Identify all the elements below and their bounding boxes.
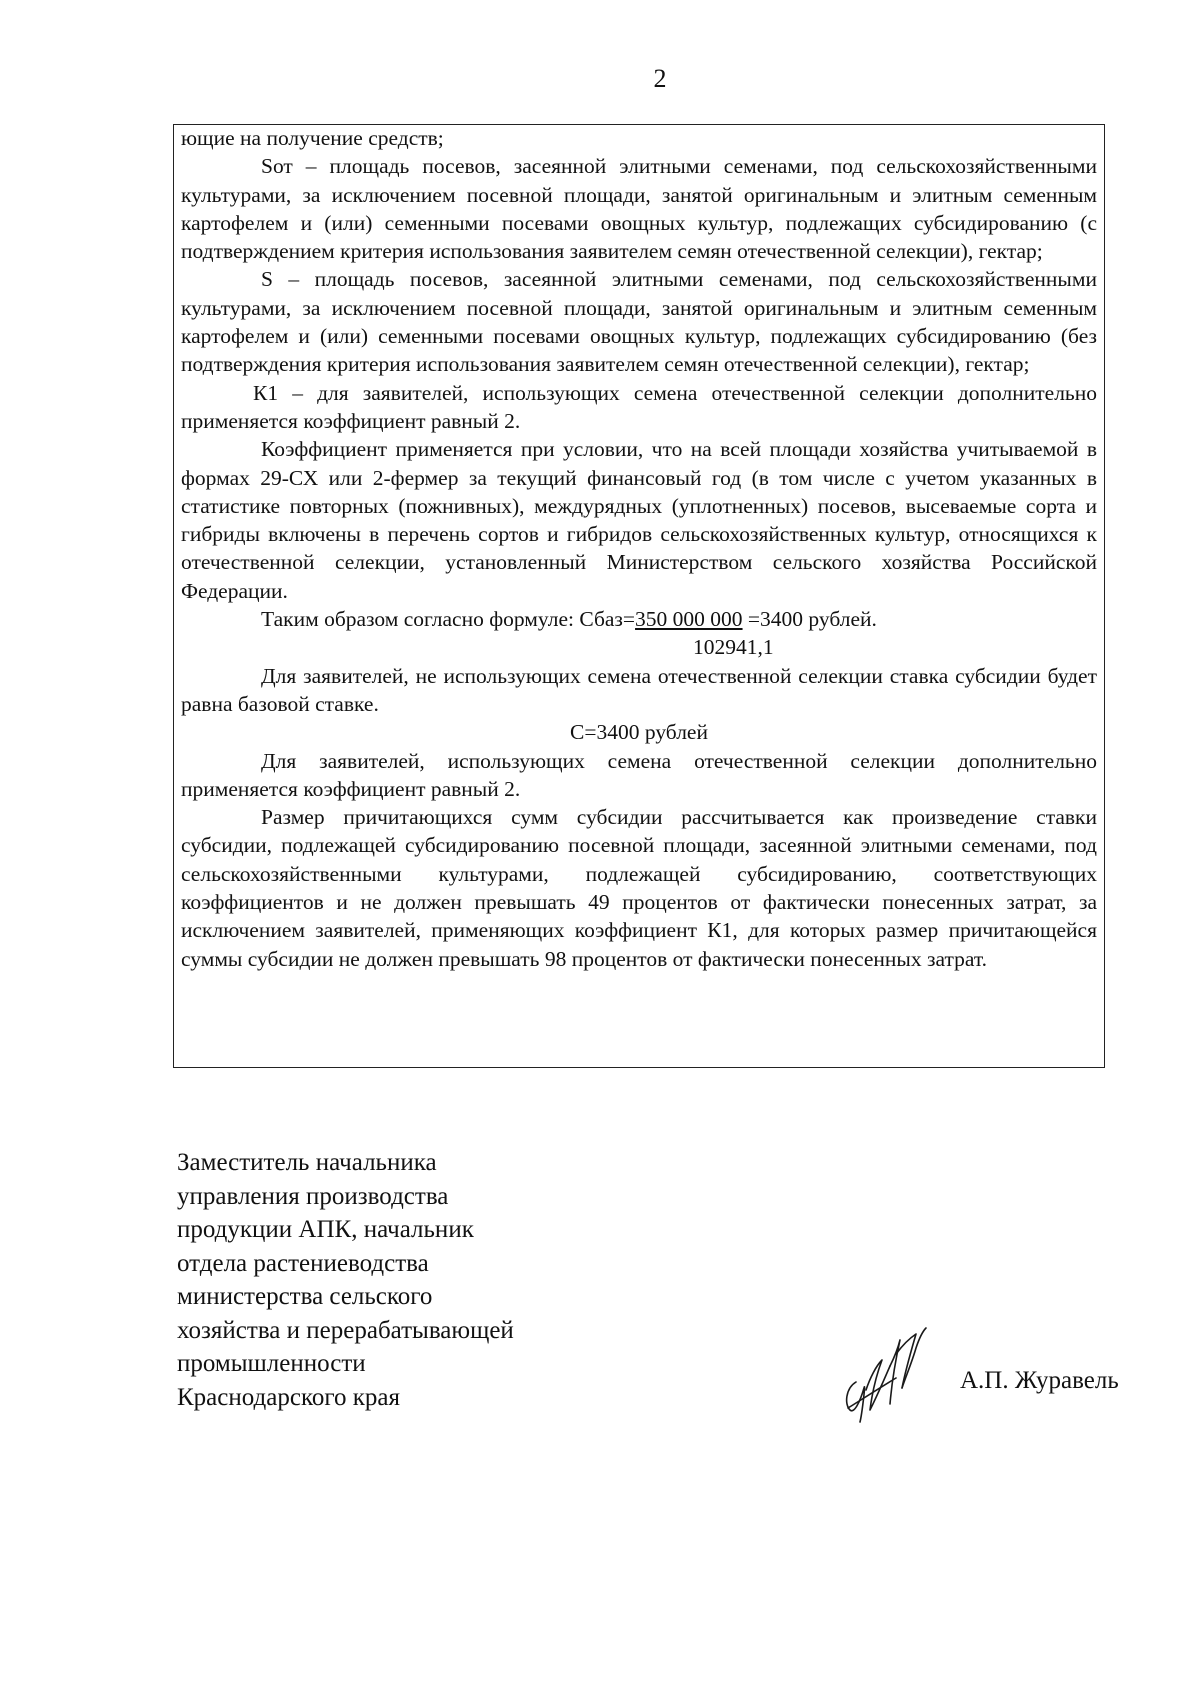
page-number: 2 (653, 64, 667, 93)
handwritten-signature (836, 1318, 946, 1426)
rate-value: С=3400 рублей (570, 720, 708, 745)
paragraph-subsidy-size: Размер причитающихся сумм субсидии рассчитывается как произведение ставки субсидии, подлежащей субсидированию посевной площади, засеянной элитными семенами, под сельскохозяйственными культурами, подлежащей субсидированию, соответствующих коэффициентов и не должен превышать 49 процентов от фактически понесенных затрат, за исключением заявителей, применяющих коэффициент К1, для которых размер причитающейся суммы субсидии не должен превышать 98 процентов от фактически понесенных затрат. (181, 805, 1097, 971)
signer-position (177, 1146, 514, 1414)
formula-denominator: 102941,1 (693, 635, 774, 660)
signer-line: отдела растениеводства (177, 1249, 429, 1277)
formula-prefix: Таким образом согласно формуле: Сбаз= (261, 607, 636, 632)
signer-line: продукции АПК, начальник (177, 1216, 474, 1243)
signer-line: Краснодарского края (177, 1383, 400, 1411)
paragraph-sot-definition: Sот – площадь посевов, засеянной элитными семенами, под сельскохозяйственными культурами, за исключением посевной площади, занятой оригинальным и элитным семенным картофелем и (или) семенными посевами овощных культур, подлежащих субсидированию (с подтверждением критерия использования заявителем семян отечественной селекции), гектар; (181, 154, 1097, 264)
signer-name: А.П. Журавель (960, 1367, 1119, 1394)
paragraph-s-definition: S – площадь посевов, засеянной элитными семенами, под сельскохозяйственными культурами, за исключением посевной площади, занятой оригинальным и элитным семенным картофелем и (или) семенными посевами овощных культур, подлежащих субсидированию (без подтверждения критерия использования заявителем семян отечественной селекции), гектар; (181, 267, 1097, 377)
document-body (181, 124, 1097, 973)
formula-suffix: =3400 рублей. (742, 607, 877, 632)
signer-line: министерства сельского (177, 1283, 433, 1310)
formula-line (181, 605, 1097, 633)
paragraph-k1-definition: К1 – для заявителей, использующих семена отечественной селекции дополнительно применяется коэффициент равный 2. (181, 380, 1097, 433)
paragraph-base-rate: Для заявителей, не использующих семена отечественной селекции ставка субсидии будет равна базовой ставке. (181, 663, 1097, 716)
signer-line: управления производства (177, 1182, 449, 1210)
signer-line: Заместитель начальника (177, 1149, 437, 1176)
formula-numerator: 350 000 000 (635, 607, 743, 632)
paragraph-continuation: ющие на получение средств; (181, 126, 444, 150)
signer-line: хозяйства и перерабатывающей (177, 1316, 514, 1344)
paragraph-coefficient-condition: Коэффициент применяется при условии, что на всей площади хозяйства учитываемой в формах 29-СХ или 2-фермер за текущий финансовый год (в том числе с учетом указанных в статистике повторных (пожнивных), междурядных (уплотненных) посевов, высеваемые сорта и гибриды включены в перечень сортов и гибридов сельскохозяйственных культур, относящихся к отечественной селекции, установленный Министерством сельского хозяйства Российской Федерации. (181, 437, 1097, 603)
paragraph-k1-applied: Для заявителей, использующих семена отечественной селекции дополнительно применяется коэффициент равный 2. (181, 748, 1097, 801)
signer-line: промышленности (177, 1350, 366, 1377)
